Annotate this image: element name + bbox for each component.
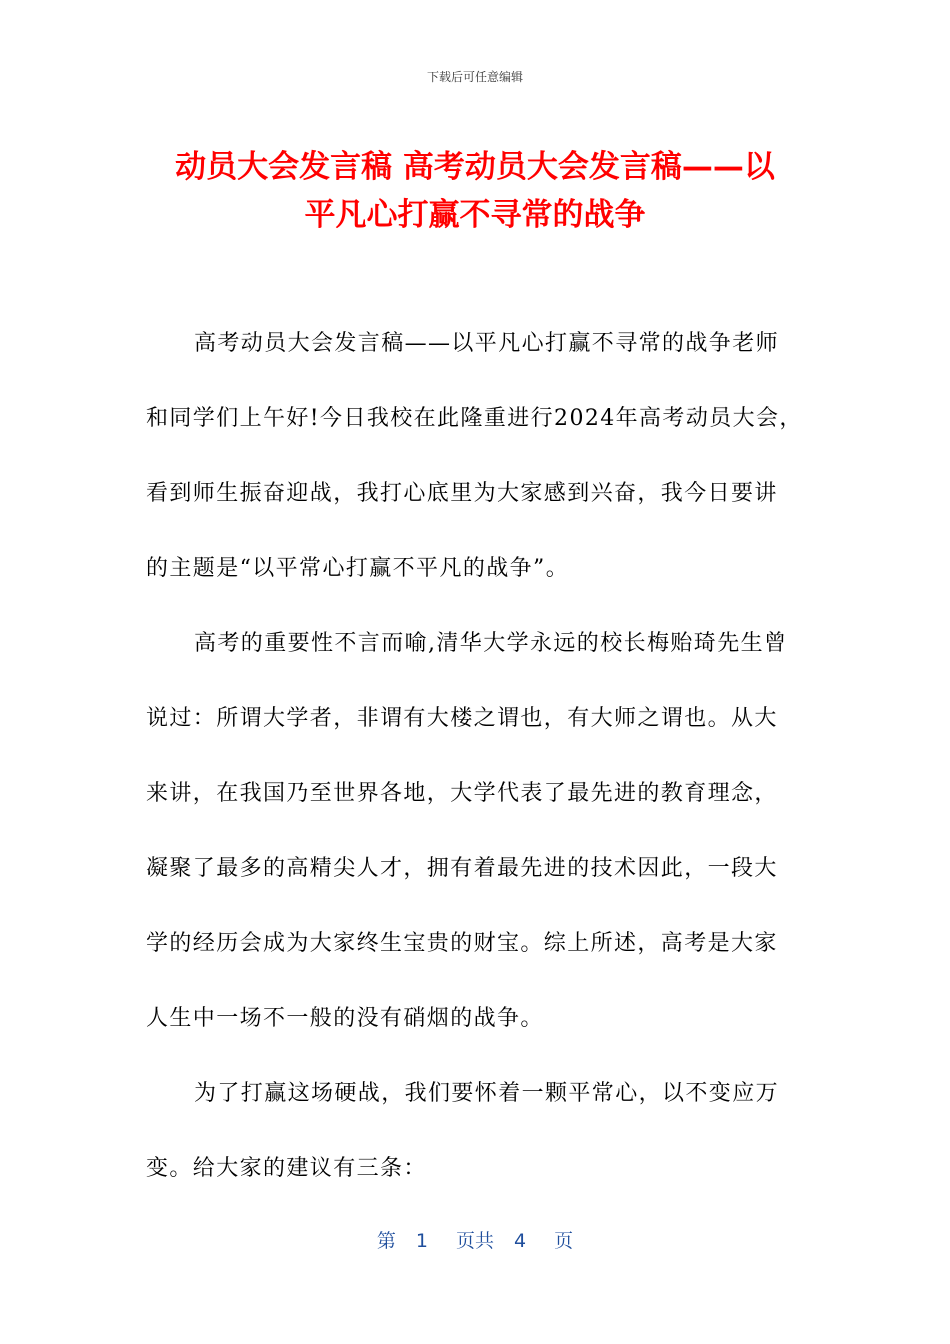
paragraph-line: 看到师生振奋迎战，我打心底里为大家感到兴奋，我今日要讲 bbox=[146, 481, 778, 506]
paragraph-line: 高考动员大会发言稿——以平凡心打赢不寻常的战争老师 bbox=[194, 331, 780, 356]
paragraph-line: 和同学们上午好!今日我校在此隆重进行2024年高考动员大会， bbox=[146, 406, 803, 431]
page-footer bbox=[0, 1226, 950, 1253]
paragraph-line: 学的经历会成为大家终生宝贵的财宝。综上所述，高考是大家 bbox=[146, 931, 778, 956]
paragraph-line: 人生中一场不一般的没有硝烟的战争。 bbox=[146, 1006, 544, 1031]
footer-total-pages: 4 bbox=[514, 1230, 527, 1252]
paragraph-line: 变。给大家的建议有三条： bbox=[146, 1156, 427, 1181]
paragraph-2 bbox=[146, 606, 806, 1056]
paragraph-1 bbox=[146, 306, 806, 606]
footer-middle: 页共 bbox=[455, 1230, 494, 1252]
paragraph-line: 的主题是“以平常心打赢不平凡的战争”。 bbox=[146, 556, 570, 581]
document-title-line-2: 平凡心打赢不寻常的战争 bbox=[304, 197, 646, 233]
footer-prefix: 第 bbox=[376, 1230, 396, 1252]
paragraph-line: 来讲，在我国乃至世界各地，大学代表了最先进的教育理念， bbox=[146, 781, 778, 806]
document-title-line-1: 动员大会发言稿 高考动员大会发言稿——以 bbox=[175, 149, 775, 185]
document-body bbox=[146, 306, 806, 1206]
footer-suffix: 页 bbox=[554, 1230, 574, 1252]
footer-page-number: 1 bbox=[415, 1230, 428, 1252]
page-header-note: 下载后可任意编辑 bbox=[426, 70, 523, 84]
document-title bbox=[120, 143, 830, 239]
paragraph-line: 为了打赢这场硬战，我们要怀着一颗平常心，以不变应万 bbox=[194, 1081, 780, 1106]
paragraph-3 bbox=[146, 1056, 806, 1206]
paragraph-line: 凝聚了最多的高精尖人才，拥有着最先进的技术因此，一段大 bbox=[146, 856, 778, 881]
paragraph-line: 说过：所谓大学者，非谓有大楼之谓也，有大师之谓也。从大 bbox=[146, 706, 778, 731]
paragraph-line: 高考的重要性不言而喻,清华大学永远的校长梅贻琦先生曾 bbox=[194, 631, 788, 656]
